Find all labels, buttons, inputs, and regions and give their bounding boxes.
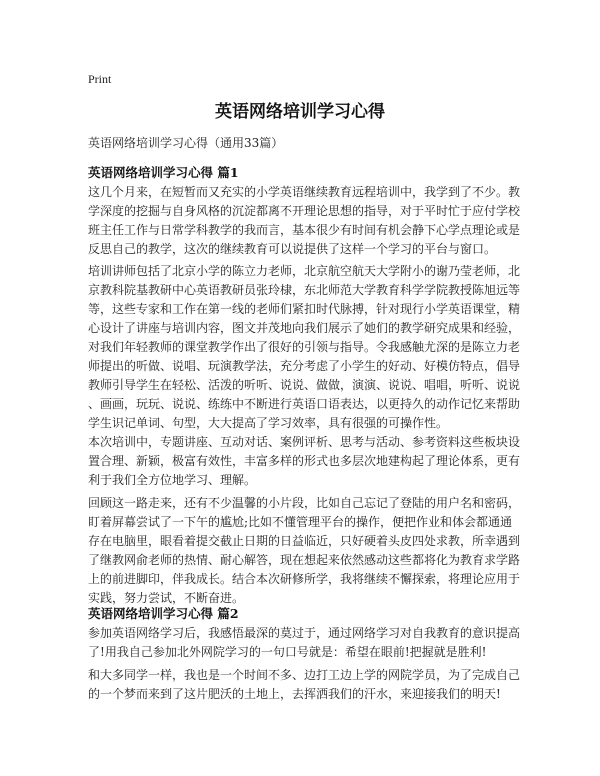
text-line: 心设计了讲座与培训内容，图文并茂地向我们展示了她们的教学研究成果和经验， xyxy=(88,321,521,335)
paragraph-2-2 xyxy=(88,666,521,704)
text-line: 和大多同学一样，我也是一个时间不多、边打工边上学的网院学员，为了完成自己 xyxy=(88,668,521,682)
text-line: 回顾这一路走来，还有不少温馨的小片段，比如自己忘记了登陆的用户名和密码， xyxy=(88,496,521,510)
text-line: 师提出的听做、说唱、玩演教学法，充分考虑了小学生的好动、好模仿特点，倡导 xyxy=(88,359,521,373)
section-heading-1: 英语网络培训学习心得 篇1 xyxy=(88,165,239,180)
text-line: 了继教网俞老师的热情、耐心解答，现在想起来依然感动这些都将化为教育求学路 xyxy=(88,553,521,567)
text-line: 学生识记单词、句型，大大提高了学习效率，具有很强的可操作性。 xyxy=(88,416,449,430)
text-line: 等，这些专家和工作在第一线的老师们紧扣时代脉搏，针对现行小学英语课堂，精 xyxy=(88,302,521,316)
paragraph-1-2 xyxy=(88,262,521,433)
text-line: 这几个月来，在短暂而又充实的小学英语继续教育远程培训中，我学到了不少。教 xyxy=(88,185,521,199)
text-line: 学深度的挖掘与自身风格的沉淀都离不开理论思想的指导，对于平时忙于应付学校 xyxy=(88,204,521,218)
text-line: 利于我们全方位地学习、理解。 xyxy=(88,473,257,487)
text-line: 班主任工作与日常学科教学的我而言，基本很少有时间有机会静下心学点理论或是 xyxy=(88,223,521,237)
text-line: 存在电脑里，眼看着提交截止日期的日益临近，只好硬着头皮四处求教，所幸遇到 xyxy=(88,534,521,548)
text-line: 反思自己的教学，这次的继续教育可以说提供了这样一个学习的平台与窗口。 xyxy=(88,242,497,256)
text-line: 对我们年轻教师的课堂教学作出了很好的引领与指导。令我感触尤深的是陈立力老 xyxy=(88,340,521,354)
text-line: 培训讲师包括了北京小学的陈立力老师，北京航空航天大学附小的谢乃莹老师，北 xyxy=(88,264,521,278)
text-line: 的一个梦而来到了这片肥沃的土地上，去挥洒我们的汗水，来迎接我们的明天! xyxy=(88,687,501,701)
text-line: 上的前进脚印，伴我成长。结合本次研修所学，我将继续不懈探索，将理论应用于 xyxy=(88,572,521,586)
text-line: 京教科院基教研中心英语教研员张玲棣，东北师范大学教育科学学院教授陈旭远等 xyxy=(88,283,521,297)
section-heading-2: 英语网络培训学习心得 篇2 xyxy=(88,606,239,621)
text-line: 实践，努力尝试，不断奋进。 xyxy=(88,591,245,605)
text-line: 置合理、新颖，极富有效性，丰富多样的形式也多层次地建构起了理论体系，更有 xyxy=(88,454,521,468)
paragraph-1-4 xyxy=(88,494,521,608)
paragraph-2-1 xyxy=(88,624,521,662)
paragraph-1-1 xyxy=(88,183,521,259)
document-subtitle: 英语网络培训学习心得（通用33篇） xyxy=(88,136,284,150)
text-line: 了!用我自己参加北外网院学习的一句口号就是：希望在眼前!把握就是胜利! xyxy=(88,645,487,659)
paragraph-1-3 xyxy=(88,433,521,490)
page-title: 英语网络培训学习心得 xyxy=(215,102,385,122)
text-line: 参加英语网络学习后，我感悟最深的莫过于，通过网络学习对自我教育的意识提高 xyxy=(88,626,521,640)
text-line: 盯着屏幕尝试了一下午的尴尬;比如不懂管理平台的操作，便把作业和体会都通通 xyxy=(88,515,513,529)
text-line: 教师引导学生在轻松、活泼的听听、说说、做做，演演、说说、唱唱，听听、说说 xyxy=(88,378,521,392)
text-line: 本次培训中，专题讲座、互动对话、案例评析、思考与活动、参考资料这些板块设 xyxy=(88,435,521,449)
text-line: 、画画，玩玩、说说、练练中不断进行英语口语表达，以更持久的动作记忆来帮助 xyxy=(88,397,521,411)
print-link[interactable]: Print xyxy=(88,72,112,86)
